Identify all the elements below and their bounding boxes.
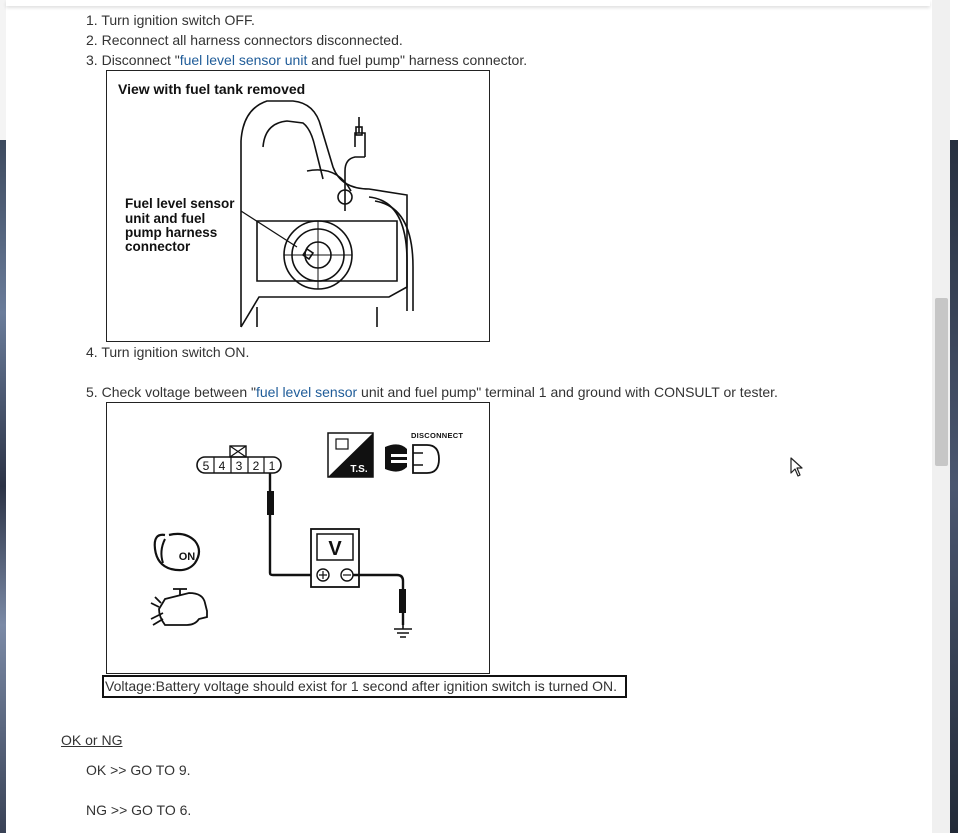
terminal-label: 1: [268, 459, 276, 473]
disconnect-label: DISCONNECT: [411, 431, 463, 440]
fuel-tank-figure: [106, 70, 490, 342]
ok-or-ng-heading: OK or NG: [61, 732, 123, 748]
meter-label: V: [328, 538, 342, 560]
step-text: unit and fuel pump" terminal 1 and ground with CONSULT or tester.: [357, 384, 778, 400]
step-text: Check voltage between ": [101, 384, 256, 400]
ignition-on-label: ON: [178, 551, 196, 563]
step-number: 4.: [86, 344, 98, 360]
figure-caption: View with fuel tank removed: [118, 81, 306, 97]
step-1: [86, 12, 255, 28]
ground-icon: [394, 625, 412, 637]
ok-result: OK >> GO TO 9.: [86, 762, 191, 778]
top-bar: [6, 0, 930, 6]
voltage-spec-note: Voltage:Battery voltage should exist for 1 second after ignition switch is turned ON.: [102, 675, 627, 698]
terminal-label: 2: [252, 459, 260, 473]
step-2: [86, 32, 403, 48]
ts-icon: [328, 433, 373, 477]
step-5: [86, 384, 778, 400]
engine-icon: [151, 589, 207, 625]
ng-result: NG >> GO TO 6.: [86, 802, 192, 818]
step-4: [86, 344, 249, 360]
step-text: Disconnect ": [101, 52, 180, 68]
scrollbar-thumb[interactable]: [935, 298, 948, 466]
harness-connector-icon: [197, 446, 281, 473]
step-text: and fuel pump" harness connector.: [307, 52, 528, 68]
step-number: 5.: [86, 384, 98, 400]
ts-label: T.S.: [350, 464, 368, 475]
fuel-level-sensor-link[interactable]: fuel level sensor: [255, 384, 358, 400]
disconnect-icon: [385, 431, 463, 473]
desktop-right-edge: [950, 0, 958, 833]
fuel-tank-illustration: [107, 71, 489, 341]
terminal-label: 4: [218, 459, 226, 473]
terminal-label: 3: [235, 459, 243, 473]
ignition-key-icon: [155, 534, 199, 570]
figure-label-line: pump harness: [125, 225, 218, 240]
step-3: [86, 52, 527, 68]
mouse-cursor-icon: [789, 456, 805, 481]
figure-label-line: unit and fuel: [125, 211, 206, 226]
step-number: 2.: [86, 32, 98, 48]
step-text: Turn ignition switch OFF.: [101, 12, 255, 28]
terminal-label: 5: [202, 459, 210, 473]
desktop-left-edge: [0, 0, 6, 833]
step-text: Reconnect all harness connectors disconnected.: [101, 32, 403, 48]
step-number: 3.: [86, 52, 98, 68]
voltage-check-figure: [106, 402, 490, 674]
voltage-check-diagram: [107, 403, 489, 673]
step-number: 1.: [86, 12, 98, 28]
fuel-level-sensor-unit-link[interactable]: fuel level sensor unit: [179, 52, 308, 68]
step-text: Turn ignition switch ON.: [101, 344, 250, 360]
voltmeter-icon: [311, 529, 359, 587]
figure-label-line: Fuel level sensor: [125, 196, 235, 211]
figure-label-line: connector: [125, 239, 191, 254]
